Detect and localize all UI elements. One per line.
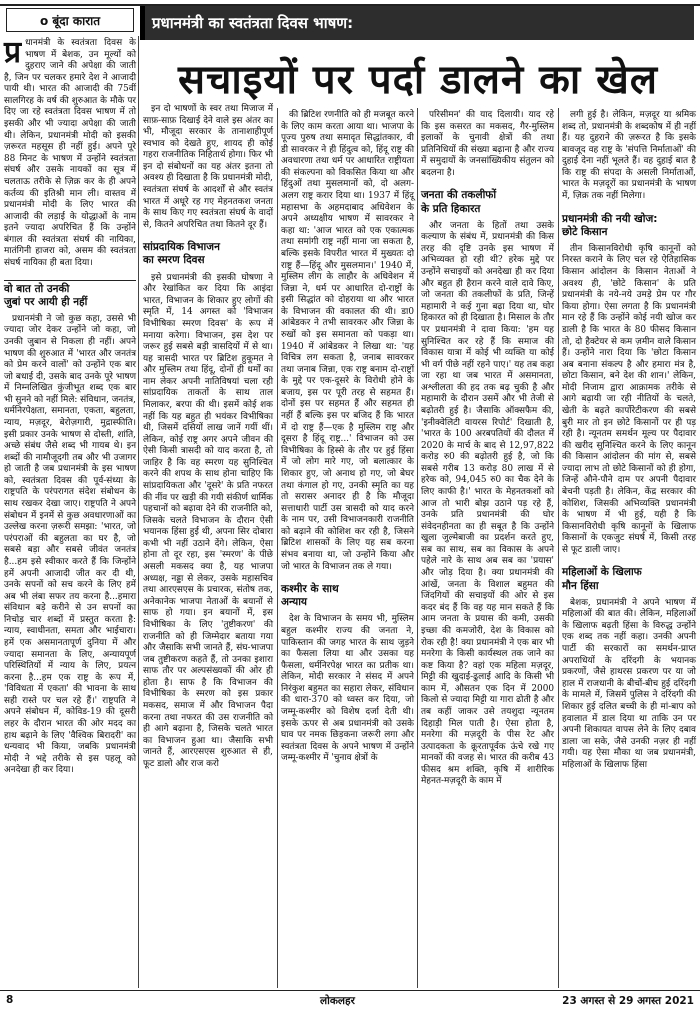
body-paragraph: देश के विभाजन के समय भी, मुस्लिम बहुल कश्मीर राज्य की जनता ने, पाकिस्तान की जगह भारत के साथ जुड़ने का फैसला लिया था और उसका यह फैसला, धर्मनिरपेक्ष भारत का प्रतीक था। लेकिन, मोदी सरकार ने संसद में अपने निरंकुश बहुमत का सहारा लेकर, संविधान की धारा-370 को ध्वस्त कर दिया, जो जम्मू-कश्मीर को विशेष दर्जा देती थी। इसके ऊपर से अब प्रधानमंत्री को उसके घाव पर नमक छिड़कना जरूरी लगा और स्वतंत्रता दिवस के अपने भाषण में उन्होंने जम्मू-कश्मीर में 'चुनाव क्षेत्रों के [281,614,414,764]
subhead-line: महिलाओं के खिलाफ [562,566,642,579]
subhead-line: कश्मीर के साथ [281,583,339,596]
article-column-1 [143,104,273,772]
publication-name: लोकलहर [320,995,355,1007]
article-column-4 [562,110,696,773]
column-divider [277,108,278,988]
body-paragraph: की ब्रिटिश रणनीति को ही मजबूत करने के लिए काम करता आया था। भाजपा के पूज्य पुरुष तथा समादृत सिद्धांतकार, वी डी सावरकर ने ही हिंदुत्व को, हिंदू राष्ट्र की अवधारणा तथा धर्म पर आधारित राष्ट्रीयता की संकल्पना को विकसित किया था और हिंदुओं तथा मुसलमानों को, दो अलग-अलग राष्ट्र करार दिया था। 1937 में हिंदू महासभा के अहमदाबाद अधिवेशन के अपने अध्यक्षीय भाषण में सावरकर ने कहा था: 'आज भारत को एक एकात्मक तथा समांगी राष्ट्र नहीं माना जा सकता है, बल्कि इसके विपरीत भारत में मुख्यतः दो राष्ट्र हैं—हिंदू और मुसलमान।' 1940 में, मुस्लिम लीग के लाहौर के अधिवेशन में जिन्ना ने, धर्म पर आधारित दो-राष्ट्रों के इसी सिद्धांत को दोहराया था और भारत के विभाजन की वकालत की थी। डा0 आंबेडकर ने तभी सावरकर और जिन्ना के रुखों को इस समानता को पकड़ा था। 1940 में आंबेडकर ने लिखा था: 'यह विचित्र लग सकता है, जनाब सावरकर तथा जनाब जिन्ना, एक राष्ट्र बनाम दो-राष्ट्रों के मुद्दे पर एक-दूसरे के विरोधी होने के बजाय, इस पर पूरी तरह से सहमत हैं। दोनों इस पर सहमत हैं और सहमत ही नहीं हैं बल्कि इस पर बजिद हैं कि भारत में दो राष्ट्र हैं—एक है मुस्लिम राष्ट्र और दूसरा है हिंदू राष्ट्र...' विभाजन को उस विभीषिका के हिस्से के तौर पर हुई हिंसा में जो लोग मारे गए, जो बलात्कार के शिकार हुए, जो अनाथ हो गए, जो बेघर तथा कंगाल हो गए, उनकी स्मृति का यह तो सरासर अनादर ही है कि मौजूदा सत्ताधारी पार्टी उस त्रासदी को याद करने के नाम पर, उसी विभाजनकारी राजनीति को बढ़ाने की कोशिश कर रही है, जिसने ब्रिटिश शासकों के लिए यह सब करना संभव बनाया था, जो उन्होंने किया और जो भारत के विभाजन तक ले गया। [281,110,414,572]
subhead-unsaid [4,280,136,309]
subhead-line: छोटे किसान [562,225,608,238]
left-intro-column [4,35,137,777]
subhead-partition [143,241,273,267]
subhead-line: अन्याय [281,596,308,609]
intro-text: धानमंत्री के स्वतंत्रता दिवस के भाषण में बेशक, उन मूल्यों को दुहराए जाने की अपेक्षा की जाती है, जिन पर चलकर हमारे देश ने आजादी पायी थी। भारत की आजादी की 75वीं सालगिरह के वर्ष की शुरुआत के मौके पर दिए जा रहे स्वतंत्रता दिवस भाषण में तो इसकी और भी ज्यादा अपेक्षा की जाती थी। लेकिन, प्रधानमंत्री मोदी को इसकी ज़रूरत महसूस ही नहीं हुई। अपने पूरे 88 मिनट के भाषण में उन्होंने स्वतंत्रता संघर्ष और उसके नायकों का सूत्र में चलताऊ तरीके से ज़िक्र कर के ही अपने कर्तव्य की इतिश्री मान ली। वास्तव में प्रधानमंत्री मोदी के लिए भारत की आजादी की लड़ाई के योद्धाओं के नाम इतने ज्यादा अपरिचित हैं कि उन्होंने बंगाल की स्वतंत्रता संघर्ष की नायिका, मातंगिनी हाजरा को, असम की स्वतंत्रता संघर्ष नायिका ही बता दिया। [4,38,136,268]
column-divider [417,108,418,988]
kicker-banner [140,6,694,40]
body-paragraph: तीन किसानविरोधी कृषि कानूनों को निरस्त कराने के लिए चल रहे ऐतिहासिक किसान आंदोलन के किसान नेताओं ने अवश्य ही, 'छोटे किसान' के प्रति प्रधानमंत्री के नये-नये उमड़े प्रेम पर गौर किया होगा। ऐसा लगता है कि प्रधानमंत्री मान रहे हैं कि उन्होंने कोई नयी खोज कर डाली है कि भारत के 80 फीसद किसान तो, दो हैक्टेयर से कम ज़मीन वाले किसान हैं। उन्होंने नारा दिया कि 'छोटा किसान अब बनाना संकल्प है और हमारा मंत्र है, छोटा किसान, बने देश की शान।' लेकिन, मोदी निजाम द्वारा आक्रामक तरीके से आगे बढ़ायी जा रही नीतियों के चलते, खेती के बढ़ते कार्पोरेटीकरण की सबसे बुरी मार तो इन छोटे किसानों पर ही पड़ रही है। न्यूनतम समर्थन मूल्य पर पैदावार की खरीद सुनिश्चित करने के लिए कानून की किसान आंदोलन की मांग से, सबसे ज्यादा लाभ तो छोटे किसानों को ही होगा, जिन्हें औने-पौने दाम पर अपनी पैदावार बेचनी पड़ती है। लेकिन, केंद्र सरकार की कोशिश, जिसकी अभिव्यक्ति प्रधानमंत्री के भाषण में भी हुई, यही है कि किसानविरोधी कृषि कानूनों के खिलाफ किसानों के एकजुट संघर्ष में, किसी तरह से फूट डाली जाए। [562,243,696,555]
body-paragraph: इसे प्रधानमंत्री की इसकी घोषणा ने और रेखांकित कर दिया कि आइंदा भारत, विभाजन के शिकार हुए लोगों की स्मृति में, 14 अगस्त को 'विभाजन विभीषिका स्मरण दिवस' के रूप में मनाया करेगा। विभाजन, इस देश पर जरूर हुई सबसे बड़ी त्रासदियों में से था। यह त्रासदी भारत पर ब्रिटिश हुकूमत ने और मुस्लिम तथा हिंदू, दोनों ही धर्मों का नाम लेकर अपनी नातिविषयां चला रही सांप्रदायिक ताकतों के साथ ताल मिलाकर, बरपा की थी। इसमें कोई शक नहीं कि यह बहुत ही भयंकर विभीषिका थी, जिसमें दसियों लाख जानें गयीं थीं। लेकिन, कोई राष्ट्र अगर अपने जीवन की ऐसी किसी त्रासदी को याद करता है, तो जाहिर है कि वह स्मरण यह सुनिश्चित करने की शपथ के साथ होना चाहिए कि सांप्रदायिकता और 'दूसरे' के प्रति नफरत की नींव पर खड़ी की गयी संकीर्ण धार्मिक पहचानों को बढ़ावा देने की राजनीति को, जिसके चलते विभाजन के दौरान ऐसी भयानक हिंसा हुई थी, अपना सिर दोबारा कभी भी नहीं उठाने देंगे। लेकिन, ऐसा होना तो दूर रहा, इस 'स्मरण' के पीछे असली मकसद क्या है, यह भाजपा अध्यक्ष, नड्डा से लेकर, उसके महासचिव तथा आरएसएस के प्रचारक, संतोष तक, अनेकानेक भाजपा नेताओं के बयानों से साफ हो गया। इन बयानों में, इस विभीषिका के लिए 'तुष्टीकरण' की राजनीति को ही जिम्मेदार बताया गया और जैसाकि सभी जानते हैं, संघ-भाजपा जब तुष्टीकरण कहते हैं, तो उनका इशारा साफ तौर पर अल्पसंख्यकों की ओर ही होता है। साफ है कि विभाजन की विभीषिका के स्मरण को इस प्रकार मकसद, समाज में और विभाजन पैदा करना तथा नफरत की उस राजनीति को ही आगे बढ़ाना है, जिसके चलते भारत का विभाजन हुआ था। जैसाकि सभी जानते हैं, आरएसएस शुरुआत से ही, फूट डालो और राज करो [143,272,273,769]
subhead-women-violence [562,566,696,592]
subhead-line: के प्रति हिकारत [421,202,481,215]
body-paragraph: लगी हुई है। लेकिन, मज़दूर या श्रमिक शब्द तो, प्रधानमंत्री के शब्दकोष में ही नहीं हैं। यह दुहराने की ज़रूरत है कि इसके बावजूद वह राष्ट्र के 'संपत्ति निर्माताओं' की दुहाई देना नहीं भूलते हैं। वह दुहाई बात है कि राष्ट्र की संपदा के असली निर्माताओं, भारत के मज़दूरों का प्रधानमंत्री के भाषण में, ज़िक्र तक नहीं मिलेगा। [562,110,696,202]
kicker-text: प्रधानमंत्री का स्वतंत्रता दिवस भाषण: [152,14,354,32]
page-footer [0,990,700,1009]
subhead-public-suffering [421,189,554,215]
issue-date: 23 अगस्त से 29 अगस्त 2021 [562,995,694,1007]
subhead-small-farmers [562,213,696,239]
subhead-line: जुबां पर आयी ही नहीं [4,295,88,308]
article-column-2 [281,110,414,767]
body-paragraph: प्रधानमंत्री ने जो कुछ कहा, उससे भी ज्यादा जोर देकर उन्होंने जो कहा, जो उनकी जुबान से निकला ही नहीं। अपने भाषण की शुरुआत में 'भारत और जनतंत्र को प्रेम करने वालों' को उन्होंने एक बार जो बधाई दी, उसके बाद उनके पूरे भाषण में निम्नलिखित कुंजीभूत शब्द एक बार भी सुनने को नहीं मिले: संविधान, जनतंत्र, धर्मनिरपेक्षता, समानता, एकता, बहुलता, न्याय, मज़दूर, बेरोज़गारी, मुद्रास्फीति। इसी प्रकार उनके भाषण से दोस्ती, शांति, अच्छे संबंध जैसे शब्द भी गायब थे। इन शब्दों की नामौजूदगी तब और भी उजागर हो जाती है जब प्रधानमंत्री के इस भाषण को, स्वतंत्रता दिवस की पूर्व-संध्या के राष्ट्रपति के परंपरागत संदेश संबोधन के साथ रखकर देखा जाए। राष्ट्रपति ने अपने संबोधन में इनमें से कुछ अवधारणाओं का उल्लेख करना ज़रूरी समझा: 'भारत, जो परंपराओं की बहुलता का घर है, जो सबसे बड़ा और सबसे जीवंत जनतंत्र है...हम इसे स्वीकार करते हैं कि जिन्होंने हमें अपनी आजादी जीत कर दी थी, उनके सपनों को सच करने के लिए हमें अब भी लंबा सफर तय करना है...हमारा संविधान बड़े करीने से उन सपनों का निचोड़ चार शब्दों में प्रस्तुत करता है: न्याय, स्वाधीनता, समता और भाईचारा। हमें एक असमानतापूर्ण दुनिया में और ज्यादा समानता के लिए, अन्यायपूर्ण परिस्थितियों में न्याय के लिए, प्रयत्न करना है...हम एक राष्ट्र के रूप में, 'विविधता में एकता' की भावना के साथ सही रास्ते पर चल रहे हैं।' राष्ट्रपति ने अपने संबोधन में, कोविड-19 की दूसरी लहर के दौरान भारत की ओर मदद का हाथ बढ़ाने के लिए 'वैश्विक बिरादरी' का धन्यवाद भी किया, जबकि प्रधानमंत्री मोदी ने भद्दे तरीके से इस पहलू को अनदेखा ही कर दिया। [4,313,137,776]
subhead-line: वो बात तो उनकी [4,282,70,295]
column-divider [558,108,559,988]
body-paragraph: और जनता के हितों तथा उसके कल्याण के संबंध में, प्रधानमंत्री की किस तरह की दृष्टि उनके इस भाषण में अभिव्यक्त हो रही थी? हरेक मुद्दे पर उन्होंने सचाइयों को अनदेखा ही कर दिया और बहुत ही हैरान करने वाले दावे किए, जो जनता की तकलीफों के प्रति, जिन्हें महामारी ने कई गुना बढ़ा दिया था, घोर हिकारत को ही दिखाता है। मिसाल के तौर पर प्रधानमंत्री ने दावा किया: 'हम यह सुनिश्चित कर रहे हैं कि समाज की विकास यात्रा में कोई भी व्यक्ति या कोई भी वर्ग पीछे नहीं रहने पाए।' यह तब कहा जा रहा था जब भारत में असमानता, अश्लीलता की हद तक बढ़ चुकी है और महामारी के दौरान उसमें और भी तेजी से बढ़ोतरी हुई है। जैसाकि ऑक्सफैम की, 'इनीक्वेलिटी वायरस रिपोर्ट' दिखाती है, 'भारत के 100 अरबपतियों की दौलत में 2020 के मार्च के बाद से 12,97,822 करोड़ रु0 की बढ़ोतरी हुई है, जो कि सबसे गरीब 13 करोड़ 80 लाख में से हरेक को, 94,045 रु0 का चैक देने के लिए काफी है।' भारत के मेहनतकशों को आज तो भारी बोझ उठाने पड़ रहे हैं, उनके प्रति प्रधानमंत्री की घोर संवेदनहीनता का ही सबूत है कि उन्होंने खुला जुल्मेबाजी का प्रदर्शन करते हुए, सब का साथ, सब का विकास के अपने पहेले नारे के साथ अब सब का 'प्रयास' और जोड़ दिया है। क्या प्रधानमंत्री की आंखें, जनता के विशाल बहुमत की जिंदगियों की सचाइयों की ओर से इस कदर बंद हैं कि वह यह मान सकते हैं कि आम जनता के प्रयास की कमी, उसकी इच्छा की कमजोरी, देश के विकास को रोक रही है! क्या प्रधानमंत्री ने एक बार भी मनरेगा के किसी कार्यस्थल तक जाने का कष्ट किया है? वहां एक महिला मज़दूर, मिट्टी की खुदाई-ढुलाई आदि के किसी भी काम में, औसतन एक दिन में 2000 किलो से ज्यादा मिट्टी या गारा ढोती है और तब कहीं जाकर उसे तयशुदा न्यूनतम दिहाड़ी मिल पाती है। ऐसा होता है, मनरेगा की मज़दूरी के पीस रेट और उत्पादकता के क्रूरतापूर्वक ऊंचे रखे गए मानकों की वजह से। भारत की करीब 43 फीसद श्रम शक्ति, कृषि में शारीरिक मेहनत-मज़दूरी के काम में [421,220,554,787]
body-paragraph: परिसीमन' की याद दिलायी। याद रहे कि इस कसरत का मकसद, गैर-मुस्लिम इलाकों के चुनावी क्षेत्रों की तथा प्रतिनिधियों की संख्या बढ़ाना है और राज्य में समुदायों के जनसांख्यिकीय संतुलन को बदलना है। [421,110,554,178]
page-number: 8 [6,994,14,1006]
article-headline: सचाइयों पर पर्दा डालने का खेल [177,56,659,103]
subhead-line: प्रधानमंत्री की नयी खोज: [562,212,658,225]
subhead-line: जनता की तकलीफों [421,189,497,202]
drop-cap: प्र [4,35,22,70]
body-paragraph: बेशक, प्रधानमंत्री ने अपने भाषण में महिलाओं की बात की। लेकिन, महिलाओं के खिलाफ बढ़ती हिंसा के विरुद्ध उन्होंने एक शब्द तक नहीं कहा। उनकी अपनी पार्टी की सरकारों का समर्थन-प्राप्त अपराधियों के दरिंदगी के भयानक प्रकरणों, जैसे हाथरस प्रकरण पर या जो हाल में राजधानी के बीचों-बीच हुई दरिंदगी के मामले में, जिसमें पुलिस ने दरिंदगी की शिकार हुई दलित बच्ची के ही मां-बाप को हवालात में डाल दिया था ताकि उन पर अपनी शिकायत वापस लेने के लिए दबाव डाला जा सके, जैसे उनकी नज़र ही नहीं गयी। यह ऐसा मौका था जब प्रधानमंत्री, महिलाओं के खिलाफ हिंसा [562,597,696,770]
author-tag: o बूंदा कारात [6,8,134,32]
subhead-line: सांप्रदायिक विभाजन [143,241,220,254]
subhead-line: का स्मरण दिवस [143,254,205,267]
intro-paragraph [4,35,136,270]
subhead-line: मौन हिंसा [562,579,599,592]
subhead-kashmir [281,583,414,609]
body-paragraph: इन दो भाषणों के स्वर तथा मिजाज में साफ़-साफ़ दिखाई देने वाले इस अंतर का भी, मौजूदा सरकार के तानाशाहीपूर्ण स्वभाव को देखते हुए, शायद ही कोई गहरा राजनीतिक निहितार्थ होगा। फिर भी इन दो संबोधनों का यह अंतर इतना तो अवश्य ही दिखाता है कि प्रधानमंत्री मोदी, स्वतंत्रता संघर्ष के आदर्शों से और स्वतंत्र भारत में अधूरे रह गए मेहनतकश जनता के साथ किए गए स्वतंत्रता संघर्ष के वादों से, कितने अपरिचित तथा कितने दूर हैं। [143,104,274,230]
article-column-3 [421,110,554,790]
column-divider [138,36,139,988]
